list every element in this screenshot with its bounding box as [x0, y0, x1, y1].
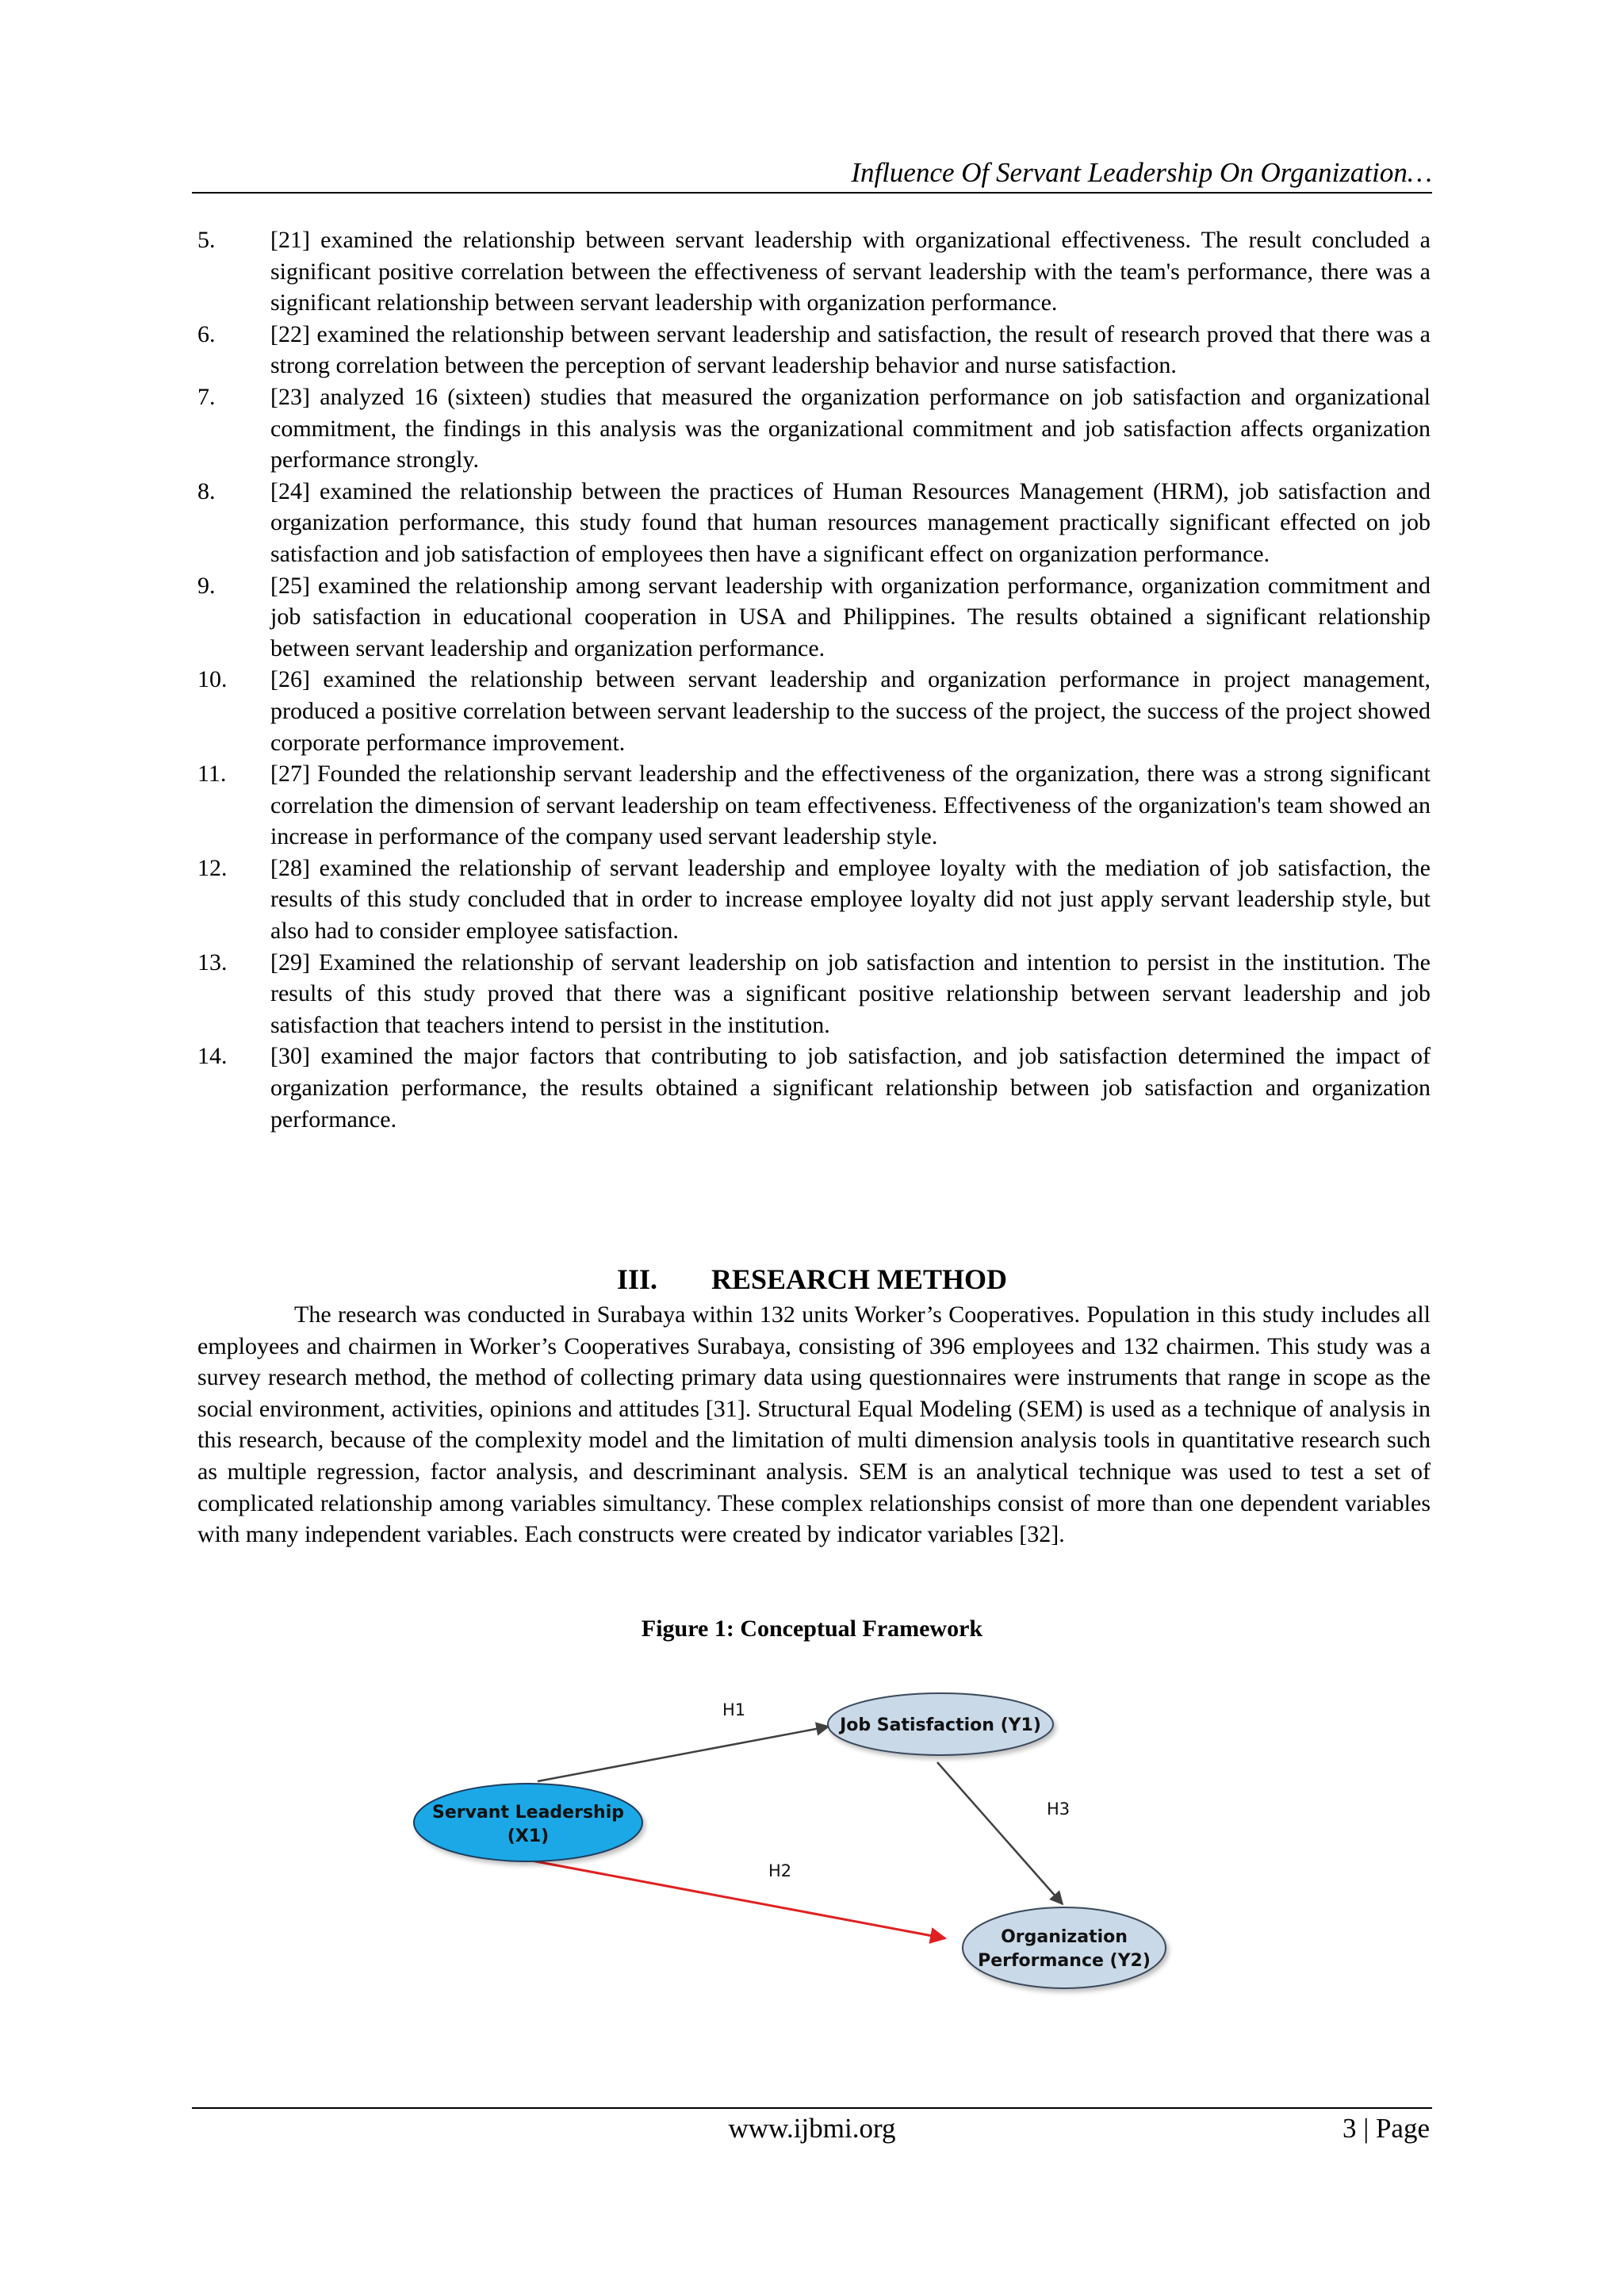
list-item-number: 12. — [197, 854, 228, 881]
edge-h1 — [538, 1727, 829, 1781]
list-item-text: [24] examined the relationship between the practices of Human Resources Management (HRM), job satisfaction and organization performance, this study found that human resources management practically significant effected on job satisfaction and job satisfaction of employees then have a significant effect on organization performance. — [270, 477, 1431, 567]
node-label-y2-line2: Performance (Y2) — [978, 1951, 1151, 1971]
edge-h3 — [937, 1762, 1063, 1904]
node-label-x1-line2: (X1) — [507, 1826, 550, 1846]
node-label-x1-line1: Servant Leadership — [432, 1803, 624, 1823]
list-item-number: 13. — [197, 949, 228, 976]
edge-label-h2: H2 — [768, 1861, 792, 1880]
list-item-text: [23] analyzed 16 (sixteen) studies that measured the organization performance on job satisfaction and organizational commitment, the findings in this analysis was the organizational commitment and job satisfaction affects organization performance strongly. — [270, 383, 1431, 473]
list-item-text: [30] examined the major factors that contributing to job satisfaction, and job satisfaction determined the impact of organization performance, the results obtained a significant relationship between job satisfaction and organization performance. — [270, 1043, 1431, 1133]
section-title: RESEARCH METHOD — [710, 1263, 1008, 1295]
node-label-y2-line1: Organization — [1001, 1927, 1128, 1947]
list-item — [197, 319, 1431, 381]
footer-url: www.ijbmi.org — [728, 2113, 896, 2144]
list-item-text: [25] examined the relationship among servant leadership with organization performance, organization commitment and job satisfaction in educational cooperation in USA and Philippines. The results obtained a significant relationship between servant leadership and organization performance. — [270, 572, 1431, 661]
node-label-y1: Job Satisfaction (Y1) — [840, 1715, 1041, 1735]
list-item-number: 11. — [197, 761, 227, 788]
list-item-number: 5. — [197, 227, 216, 253]
list-item — [197, 947, 1431, 1041]
node-job-satisfaction — [828, 1693, 1053, 1755]
footer-rule — [192, 2107, 1432, 2109]
section-heading — [0, 1262, 1624, 1297]
list-item-number: 7. — [197, 383, 216, 410]
list-item — [197, 476, 1431, 570]
list-item-text: [27] Founded the relationship servant leadership and the effectiveness of the organization, there was a strong significant correlation the dimension of servant leadership on team effectiveness. Effectiveness of the organization's team showed an increase in performance of the company used servant leadership style. — [270, 761, 1431, 850]
list-item-text: [28] examined the relationship of servant leadership and employee loyalty with the mediation of job satisfaction, the results of this study concluded that in order to increase employee loyalty did not just apply servant leadership style, but also had to consider employee satisfaction. — [270, 854, 1431, 945]
research-method-paragraph: The research was conducted in Surabaya within 132 units Worker’s Cooperatives. Population in this study includes all employees and chairmen in Worker’s Cooperatives Surabaya, consisting of 396 employees and 132 chairmen. This study was a survey research method, the method of collecting primary data using questionnaires were instruments that range in scope as the social environment, activities, opinions and attitudes [31]. Structural Equal Modeling (SEM) is used as a technique of analysis in this research, because of the complexity model and the limitation of multi dimension analysis tools in quantitative research such as multiple regression, factor analysis, and descriminant analysis. SEM is an analytical technique was used to test a set of complicated relationship among variables simultancy. These complex relationships consist of more than one dependent variables with many independent variables. Each constructs were created by indicator variables [32]. — [197, 1301, 1431, 1548]
list-item — [197, 570, 1431, 665]
conceptual-framework-diagram — [396, 1673, 1205, 2007]
running-title: Influence Of Servant Leadership On Organization… — [851, 157, 1432, 188]
list-item — [197, 1041, 1431, 1135]
figure-caption: Figure 1: Conceptual Framework — [641, 1616, 983, 1642]
edge-label-h3: H3 — [1047, 1800, 1071, 1819]
list-item — [197, 853, 1431, 947]
list-item-text: [22] examined the relationship between servant leadership and satisfaction, the result of research proved that there was a strong correlation between the perception of servant leadership behavior and nurse satisfaction. — [270, 320, 1431, 379]
list-item — [197, 664, 1431, 758]
list-item-number: 8. — [197, 477, 216, 504]
edge-label-h1: H1 — [722, 1700, 746, 1719]
page-number: 3 | Page — [1342, 2113, 1430, 2144]
node-servant-leadership — [414, 1784, 642, 1861]
list-item-number: 9. — [197, 572, 216, 599]
list-item — [197, 224, 1431, 319]
node-organization-performance — [963, 1907, 1166, 1988]
header-rule — [192, 192, 1432, 194]
list-item-text: [26] examined the relationship between servant leadership and organization performance in project management, produced a positive correlation between servant leadership to the success of the project, the success of the project showed corporate performance improvement. — [270, 666, 1431, 756]
edge-h2 — [531, 1861, 945, 1938]
section-number: III. — [616, 1263, 657, 1295]
list-item-number: 14. — [197, 1043, 228, 1070]
list-item-text: [29] Examined the relationship of servant leadership on job satisfaction and intention to persist in the institution. The results of this study proved that there was a significant positive relationship between servant leadership and job satisfaction that teachers intend to persist in the institution. — [270, 949, 1431, 1038]
list-item-number: 10. — [197, 666, 228, 693]
list-item-number: 6. — [197, 320, 216, 347]
list-item-text: [21] examined the relationship between servant leadership with organizational effectiveness. The result concluded a significant positive correlation between the effectiveness of servant leadership with the team's performance, there was a significant relationship between servant leadership with organization performance. — [270, 227, 1431, 316]
reference-list — [197, 224, 1431, 1135]
list-item — [197, 758, 1431, 853]
list-item — [197, 381, 1431, 476]
